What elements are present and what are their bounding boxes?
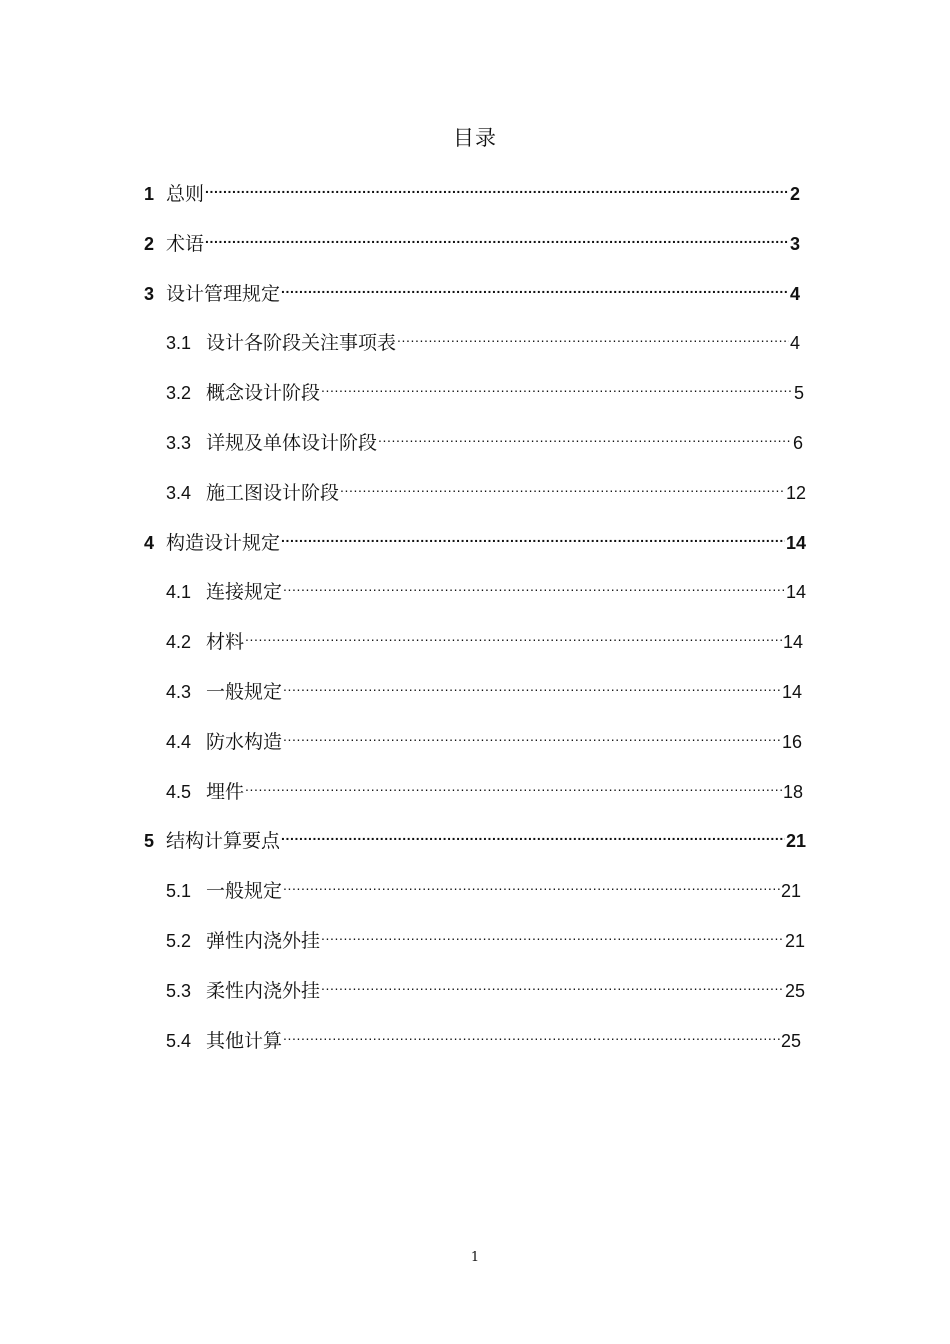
toc-entry-number: 1 xyxy=(144,184,155,204)
toc-entry[interactable] xyxy=(144,521,806,554)
toc-entry-page: 3 xyxy=(789,234,800,254)
toc-dot-leader xyxy=(245,620,782,648)
toc-entry-page: 12 xyxy=(785,483,806,503)
toc-dot-leader xyxy=(321,919,784,947)
toc-dot-leader xyxy=(340,471,785,499)
toc-entry[interactable] xyxy=(166,670,802,703)
toc-entry-number: 5.3 xyxy=(166,981,192,1001)
toc-entry-number: 5.1 xyxy=(166,881,192,901)
toc-entry-page: 2 xyxy=(789,184,800,204)
toc-entry-label: 构造设计规定 xyxy=(166,532,281,554)
toc-entry[interactable] xyxy=(144,819,806,852)
toc-entry-number: 4.3 xyxy=(166,682,192,702)
toc-entry-page: 21 xyxy=(784,931,805,951)
toc-entry-number: 2 xyxy=(144,234,155,254)
toc-entry-label: 设计各阶段关注事项表 xyxy=(206,332,397,354)
toc-dot-leader xyxy=(283,570,785,598)
toc-entry[interactable] xyxy=(166,620,803,653)
toc-entry-page: 14 xyxy=(781,682,802,702)
toc-entry-number: 4 xyxy=(144,533,155,553)
toc-dot-leader xyxy=(321,371,793,399)
toc-entry-number: 3.3 xyxy=(166,433,192,453)
toc-dot-leader xyxy=(321,969,784,997)
toc-entry-label: 柔性内浇外挂 xyxy=(206,980,321,1002)
toc-entry-number: 3 xyxy=(144,284,155,304)
toc-entry-label: 材料 xyxy=(206,631,245,653)
toc-entry-number: 4.4 xyxy=(166,732,192,752)
toc-dot-leader xyxy=(378,421,792,449)
toc-entry-number: 3.2 xyxy=(166,383,192,403)
toc-dot-leader xyxy=(283,1019,780,1047)
toc-entry-number: 5.2 xyxy=(166,931,192,951)
toc-entry[interactable] xyxy=(166,321,800,354)
toc-entry-label: 埋件 xyxy=(206,781,245,803)
toc-entry-page: 14 xyxy=(785,582,806,602)
toc-entry-page: 14 xyxy=(782,632,803,652)
toc-entry-page: 6 xyxy=(792,433,803,453)
toc-entry-page: 25 xyxy=(784,981,805,1001)
toc-dot-leader xyxy=(283,670,781,698)
toc-entry[interactable] xyxy=(166,869,801,902)
toc-entry-label: 其他计算 xyxy=(206,1030,283,1052)
toc-entry-page: 14 xyxy=(785,533,806,553)
toc-entry[interactable] xyxy=(166,720,802,753)
toc-entry-number: 4.1 xyxy=(166,582,192,602)
toc-entry[interactable] xyxy=(144,272,800,305)
toc-dot-leader xyxy=(205,172,789,200)
toc-entry-number: 5.4 xyxy=(166,1031,192,1051)
toc-entry-page: 18 xyxy=(782,782,803,802)
toc-entry[interactable] xyxy=(144,172,800,205)
toc-entry-page: 25 xyxy=(780,1031,801,1051)
toc-entry[interactable] xyxy=(166,371,804,404)
toc-entry-page: 21 xyxy=(780,881,801,901)
toc-entry[interactable] xyxy=(166,421,803,454)
toc-entry-number: 3.1 xyxy=(166,333,192,353)
toc-entry[interactable] xyxy=(166,471,806,504)
toc-entry-label: 设计管理规定 xyxy=(166,283,281,305)
page-number: 1 xyxy=(470,1250,480,1265)
toc-entry-page: 16 xyxy=(781,732,802,752)
toc-entry[interactable] xyxy=(166,570,806,603)
toc-entry[interactable] xyxy=(166,919,805,952)
page-title: 目录 xyxy=(453,126,497,150)
toc-entry-label: 结构计算要点 xyxy=(166,830,281,852)
toc-entry[interactable] xyxy=(144,222,800,255)
toc-dot-leader xyxy=(281,521,785,549)
toc-entry-label: 总则 xyxy=(166,183,205,205)
toc-dot-leader xyxy=(281,272,789,300)
toc-entry-label: 概念设计阶段 xyxy=(206,382,321,404)
toc-entry-label: 弹性内浇外挂 xyxy=(206,930,321,952)
toc-entry-label: 一般规定 xyxy=(206,681,283,703)
toc-dot-leader xyxy=(245,770,782,798)
toc-entry[interactable] xyxy=(166,770,803,803)
toc-entry[interactable] xyxy=(166,969,805,1002)
toc-entry-label: 一般规定 xyxy=(206,880,283,902)
toc-dot-leader xyxy=(205,222,789,250)
toc-dot-leader xyxy=(397,321,789,349)
toc-entry-label: 连接规定 xyxy=(206,581,283,603)
toc-dot-leader xyxy=(283,869,780,897)
toc-entry-label: 施工图设计阶段 xyxy=(206,482,340,504)
toc-entry-label: 详规及单体设计阶段 xyxy=(206,432,378,454)
toc-entry-label: 防水构造 xyxy=(206,731,283,753)
toc-dot-leader xyxy=(283,720,781,748)
toc-entry-number: 3.4 xyxy=(166,483,192,503)
toc-dot-leader xyxy=(281,819,785,847)
toc-entry[interactable] xyxy=(166,1019,801,1052)
toc-entry-label: 术语 xyxy=(166,233,205,255)
toc-entry-page: 5 xyxy=(793,383,804,403)
toc-entry-number: 5 xyxy=(144,831,155,851)
toc-entry-page: 4 xyxy=(789,333,800,353)
toc-entry-number: 4.5 xyxy=(166,782,192,802)
toc-entry-page: 21 xyxy=(785,831,806,851)
toc-entry-number: 4.2 xyxy=(166,632,192,652)
toc-entry-page: 4 xyxy=(789,284,800,304)
